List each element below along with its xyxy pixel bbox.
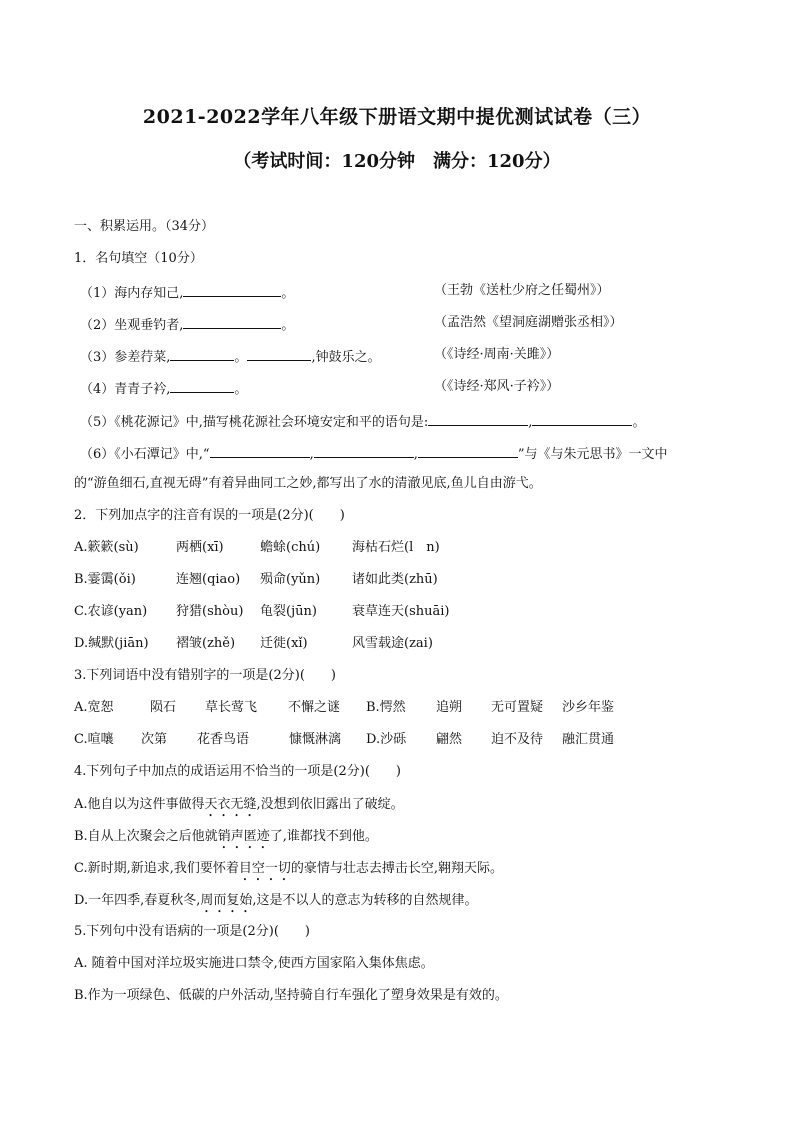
answer-blank[interactable] [314, 445, 414, 458]
q1-item-4: （4）青青子衿, 。 [80, 382, 248, 397]
dotted-idiom: 销声匿迹 [217, 829, 270, 844]
section-heading: 一、积累运用。（34分） [74, 219, 215, 234]
answer-blank[interactable] [428, 413, 528, 426]
dotted-idiom: 天衣无缝 [204, 797, 257, 812]
q1-item-2-source: （孟浩然《望洞庭湖赠张丞相》） [434, 315, 623, 330]
dotted-idiom: 目空一切 [238, 861, 291, 876]
q3-option-a: A.宽恕 [74, 700, 114, 715]
answer-blank[interactable] [418, 445, 518, 458]
answer-blank[interactable] [170, 348, 234, 361]
q1-stem: 1．名句填空（10分） [74, 251, 203, 266]
q1-item-5: （5）《桃花源记》中,描写桃花源社会环境安定和平的语句是: , 。 [80, 415, 646, 430]
q5-stem: 5.下列句中没有语病的一项是(2分)( ) [74, 924, 310, 939]
q5-option-b: B.作为一项绿色、低碳的户外活动,坚持骑自行车强化了塑身效果是有效的。 [74, 988, 508, 1003]
exam-subtitle: （考试时间：120分钟 满分：120分） [233, 151, 561, 172]
answer-blank[interactable] [247, 348, 311, 361]
exam-title: 2021-2022学年八年级下册语文期中提优测试试卷（三） [142, 106, 652, 128]
q4-option-d: D.一年四季,春夏秋冬,周而复始,这是不以人的意志为转移的自然规律。 [74, 893, 478, 908]
q4-option-a: A.他自以为这件事做得天衣无缝,没想到依旧露出了破绽。 [74, 797, 404, 812]
answer-blank[interactable] [532, 413, 632, 426]
q1-item-3: （3）参差荇菜, 。 ,钟鼓乐之。 [80, 350, 381, 365]
q4-option-b: B.自从上次聚会之后他就销声匿迹了,谁都找不到他。 [74, 829, 378, 844]
exam-page: 2021-2022学年八年级下册语文期中提优测试试卷（三） （考试时间：120分钟 满分：120分） 一、积累运用。（34分） 1．名句填空（10分） （1）海内存知己, 。 （王勃《送杜少府之任蜀州》） （2）坐观垂钓者, 。 （孟浩然《望洞庭湖赠张丞相》） （3）参差荇菜, 。 ,钟鼓乐之。 （《诗经·周南·关雎》） （4）青青子衿, 。 （《诗经·郑风·子衿》） （5）《桃花源记》中,描写桃花源社会环境安定和平的语句是: , 。 （6）《小石潭记》中,“ , , ”与《与朱元思书》一文中 的“游鱼细石,直视无碍”有着异曲同工之妙,都写出了水的清澈见底,鱼儿自由游弋。 2．下列加点字的注音有误的一项是(2分)( ) A.簌簌(sù) 两栖(xī) 蟾蜍(chú) 海枯石烂(l n) B.霎霭(ǒi) 连翘(qiao) 殒命(yǔn) 诸如此类(zhū) C.农谚(yan) 狩猎(shòu) 龟裂(jūn) 衰草连天(shuāi) D.缄默(jiān) 褶皱(zhě) 迁徙(xǐ) 风雪载途(zai) 3.下列词语中没有错别字的一项是(2分)( ) A.宽恕 陨石 草长莺飞 不懈之谜 B.愕然 追朔 无可置疑 沙乡年鉴 C.喧嚷 次第 花香鸟语 慷慨淋漓 D.沙砾 翩然 迫不及待 融汇贯通 4.下列句子中加点的成语运用不恰当的一项是(2分)( ) A.他自以为这件事做得天衣无缝,没想到依旧露出了破绽。 B.自从上次聚会之后他就销声匿迹了,谁都找不到他。 C.新时期,新追求,我们要怀着目空一切的豪情与壮志去搏击长空,翱翔天际。 D.一年四季,春夏秋冬,周而复始,这是不以人的意志为转移的自然规律。 5.下列句中没有语病的一项是(2分)( ) A. 随着中国对洋垃圾实施进口禁令,使西方国家陷入集体焦虑。 B.作为一项绿色、低碳的户外活动,坚持骑自行车强化了塑身效果是有效的。 [0, 0, 794, 1123]
q1-item-6-cont: 的“游鱼细石,直视无碍”有着异曲同工之妙,都写出了水的清澈见底,鱼儿自由游弋。 [74, 476, 542, 491]
q1-item-6: （6）《小石潭记》中,“ , , ”与《与朱元思书》一文中 [80, 447, 668, 462]
q3-option-c: C.喧嚷 [74, 732, 114, 747]
q1-item-4-source: （《诗经·郑风·子衿》） [434, 379, 560, 394]
q1-item-3-source: （《诗经·周南·关雎》） [434, 347, 560, 362]
q1-item-1-source: （王勃《送杜少府之任蜀州》） [434, 283, 610, 298]
q5-option-a: A. 随着中国对洋垃圾实施进口禁令,使西方国家陷入集体焦虑。 [74, 956, 434, 971]
answer-blank[interactable] [210, 445, 310, 458]
q3-option-b: B.愕然 [366, 700, 406, 715]
answer-blank[interactable] [183, 284, 281, 297]
q4-stem: 4.下列句子中加点的成语运用不恰当的一项是(2分)( ) [74, 764, 401, 779]
answer-blank[interactable] [183, 316, 281, 329]
q3-option-d: D.沙砾 [366, 732, 407, 747]
q1-item-2: （2）坐观垂钓者, 。 [80, 318, 295, 333]
answer-blank[interactable] [170, 380, 234, 393]
q3-stem: 3.下列词语中没有错别字的一项是(2分)( ) [74, 668, 336, 683]
q1-item-1: （1）海内存知己, 。 [80, 286, 295, 301]
q2-stem: 2．下列加点字的注音有误的一项是(2分)( ) [74, 508, 345, 523]
q4-option-c: C.新时期,新追求,我们要怀着目空一切的豪情与壮志去搏击长空,翱翔天际。 [74, 861, 504, 876]
dotted-idiom: 周而复始 [200, 893, 253, 908]
